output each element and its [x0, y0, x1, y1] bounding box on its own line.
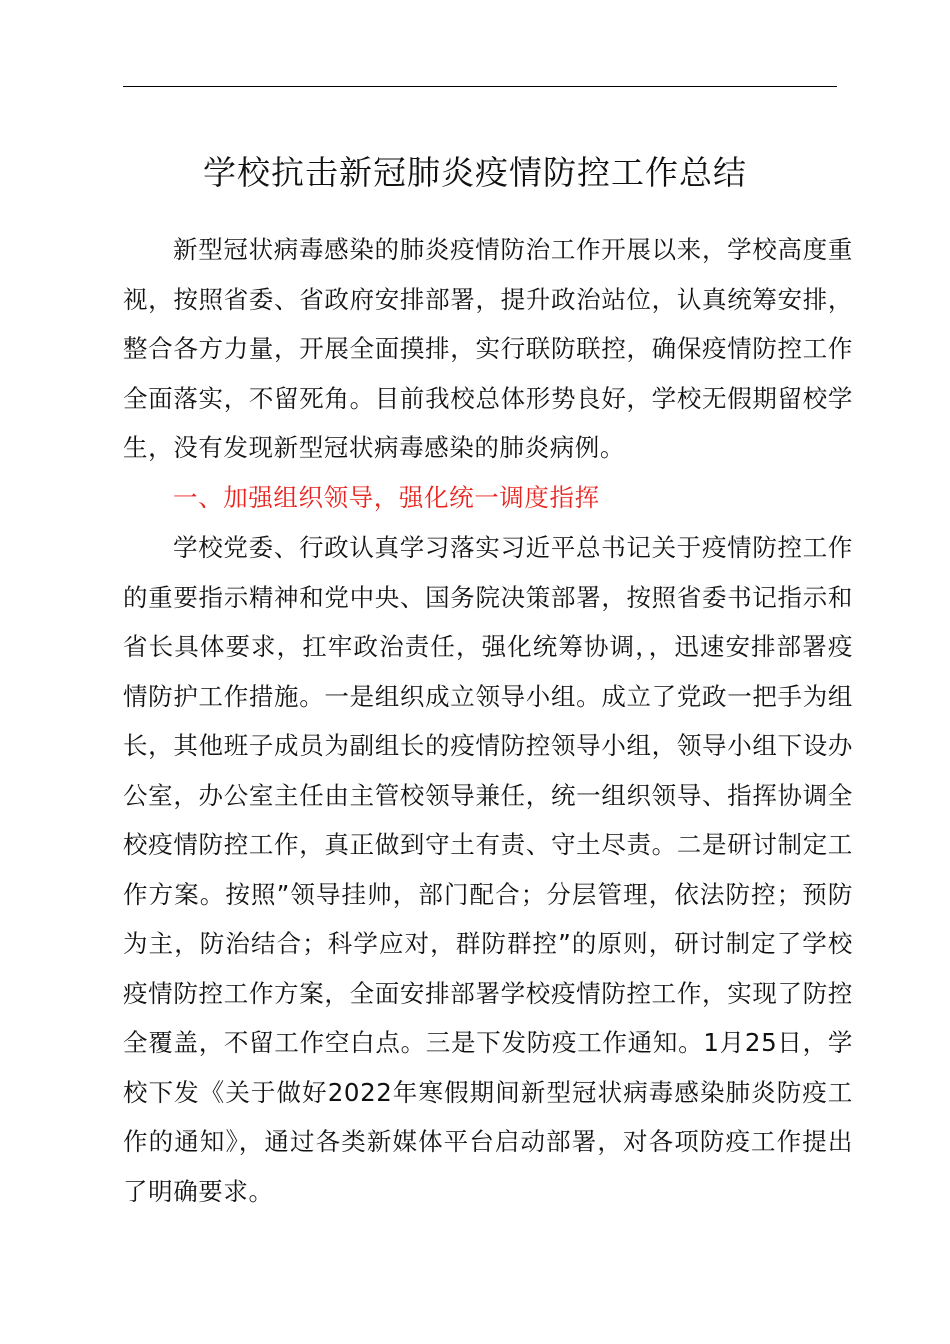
- section-heading-1: 一、加强组织领导，强化统一调度指挥: [173, 483, 600, 512]
- document-title: 学校抗击新冠肺炎疫情防控工作总结: [203, 153, 747, 192]
- header-rule: [123, 86, 837, 87]
- intro-paragraph: 新型冠状病毒感染的肺炎疫情防治工作开展以来，学校高度重视，按照省委、省政府安排部署，提升政治站位，认真统筹安排，整合各方力量，开展全面摸排，实行联防联控，确保疫情防控工作全面落实，不留死角。目前我校总体形势良好，学校无假期留校学生，没有发现新型冠状病毒感染的肺炎病例。: [123, 235, 853, 462]
- section-body-1: 学校党委、行政认真学习落实习近平总书记关于疫情防控工作的重要指示精神和党中央、国务院决策部署，按照省委书记指示和省长具体要求，扛牢政治责任，强化统筹协调，，迅速安排部署疫情防护工作措施。一是组织成立领导小组。成立了党政一把手为组长，其他班子成员为副组长的疫情防控领导小组，领导小组下设办公室，办公室主任由主管校领导兼任，统一组织领导、指挥协调全校疫情防控工作，真正做到守土有责、守土尽责。二是研讨制定工作方案。按照”领导挂帅，部门配合；分层管理，依法防控；预防为主，防治结合；科学应对，群防群控”的原则，研讨制定了学校疫情防控工作方案，全面安排部署学校疫情防控工作，实现了防控全覆盖，不留工作空白点。三是下发防疫工作通知。1月25日，学校下发《关于做好2022年寒假期间新型冠状病毒感染肺炎防疫工作的通知》，通过各类新媒体平台启动部署，对各项防疫工作提出了明确要求。: [123, 533, 853, 1206]
